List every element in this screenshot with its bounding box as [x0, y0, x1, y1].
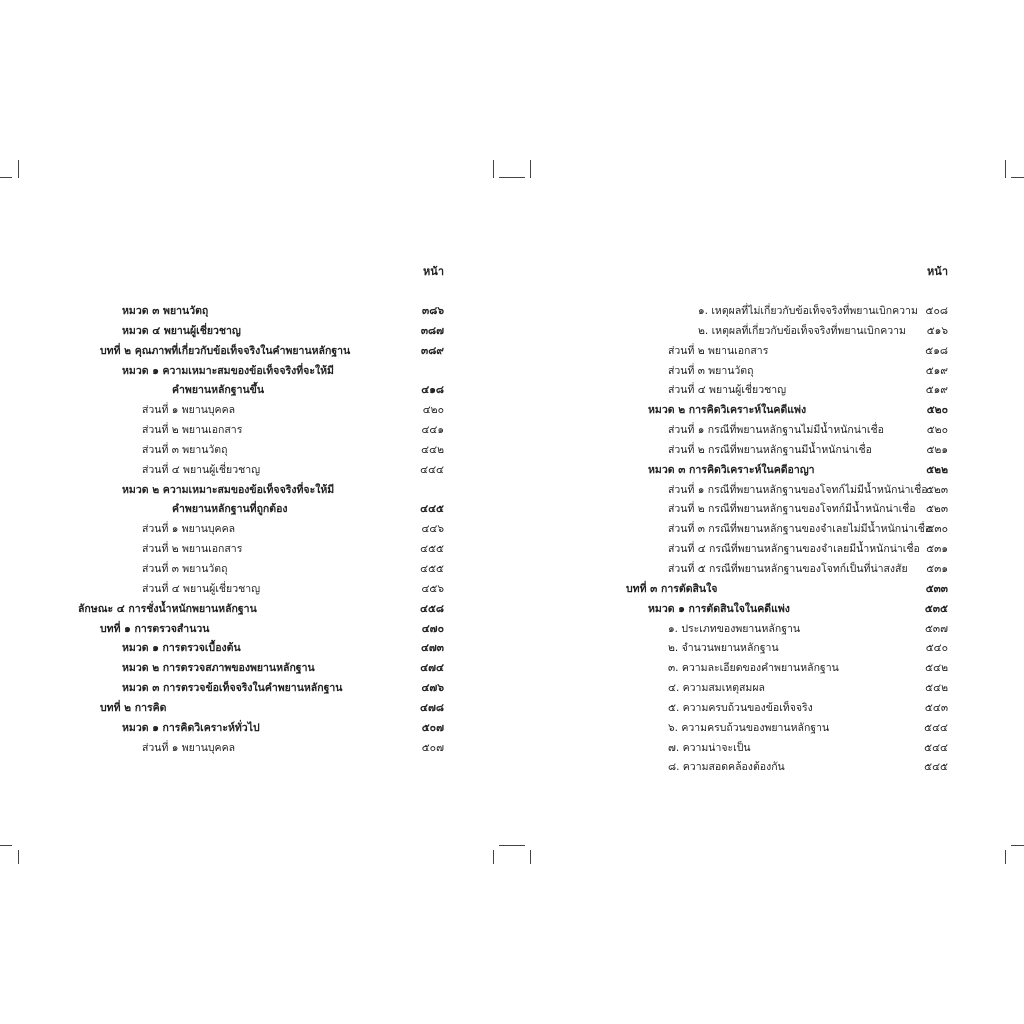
toc-entry-page-number: ๔๗๖: [421, 682, 444, 695]
toc-entry-title: ๗. ความน่าจะเป็น: [668, 741, 751, 754]
toc-entry-page-number: ๕๔๕: [924, 761, 948, 774]
toc-entry: [78, 540, 444, 560]
toc-entry-title: ส่วนที่ ๒ พยานเอกสาร: [668, 344, 769, 357]
toc-entry: [604, 520, 948, 540]
toc-entry: [604, 600, 948, 620]
toc-entry-title: คำพยานหลักฐานที่ถูกต้อง: [172, 503, 288, 516]
toc-entry: [604, 401, 948, 421]
toc-entry: [78, 461, 444, 481]
toc-entry: [604, 421, 948, 441]
toc-entry: [78, 739, 444, 759]
toc-entry: [78, 620, 444, 640]
toc-entry-page-number: ๔๕๕: [420, 562, 444, 575]
crop-mark: [1011, 845, 1024, 846]
toc-entry-page-number: ๕๐๗: [421, 741, 444, 754]
toc-entry: [78, 580, 444, 600]
toc-entry-title: ๒. จำนวนพยานหลักฐาน: [668, 642, 779, 655]
toc-entry-title: หมวด ๔ พยานผู้เชี่ยวชาญ: [122, 324, 241, 337]
toc-entry-title: ส่วนที่ ๒ พยานเอกสาร: [142, 424, 243, 437]
crop-mark: [1011, 177, 1024, 178]
toc-entry-title: คำพยานหลักฐานขึ้น: [172, 384, 265, 397]
toc-entry: [78, 421, 444, 441]
toc-entry: [78, 699, 444, 719]
toc-entry-title: หมวด ๑ การตรวจเบื้องต้น: [122, 642, 241, 655]
toc-entry-page-number: ๕๔๓: [924, 701, 948, 714]
toc-entry-title: ส่วนที่ ๔ พยานผู้เชี่ยวชาญ: [142, 582, 261, 595]
toc-entry: [78, 362, 444, 382]
toc-entry: [78, 381, 444, 401]
toc-entry-page-number: ๔๔๖: [421, 523, 444, 536]
toc-entry: [78, 302, 444, 322]
toc-entry-page-number: ๔๗๓: [420, 642, 444, 655]
crop-mark: [18, 160, 19, 178]
toc-entry: [78, 679, 444, 699]
toc-entry: [604, 342, 948, 362]
toc-entry: [604, 679, 948, 699]
toc-entry-title: ๓. ความละเอียดของคำพยานหลักฐาน: [668, 662, 839, 675]
toc-entry-page-number: ๕๑๖: [926, 324, 948, 337]
toc-entry-page-number: ๔๕๕: [420, 543, 444, 556]
toc-entry-title: ๘. ความสอดคล้องต้องกัน: [668, 761, 785, 774]
toc-entry-title: หมวด ๑ ความเหมาะสมของข้อเท็จจริงที่จะให้มี: [122, 364, 334, 377]
toc-entry-page-number: ๕๔๔: [924, 741, 948, 754]
toc-entry: [604, 739, 948, 759]
toc-entry-title: ส่วนที่ ๓ พยานวัตถุ: [668, 364, 754, 377]
toc-entry: [604, 461, 948, 481]
toc-entry-title: ๕. ความครบถ้วนของข้อเท็จจริง: [668, 701, 813, 714]
toc-entry-page-number: ๔๗๔: [420, 662, 444, 675]
toc-entry-page-number: ๕๔๐: [925, 642, 948, 655]
toc-entry: [604, 719, 948, 739]
toc-entry: [604, 560, 948, 580]
toc-entry-title: หมวด ๒ การคิดวิเคราะห์ในคดีแพ่ง: [648, 404, 807, 417]
toc-entry: [604, 639, 948, 659]
toc-entry-page-number: ๕๓๑: [926, 562, 948, 575]
toc-entry: [78, 401, 444, 421]
toc-entry-page-number: ๕๓๐: [926, 523, 948, 536]
toc-entry-page-number: ๔๔๕: [420, 503, 444, 516]
toc-entry-page-number: ๕๐๘: [925, 305, 948, 317]
toc-entry: [604, 580, 948, 600]
toc-entry: [78, 639, 444, 659]
toc-entry: [78, 719, 444, 739]
toc-entry-title: ๑. ประเภทของพยานหลักฐาน: [668, 622, 801, 635]
toc-entry-title: ส่วนที่ ๔ พยานผู้เชี่ยวชาญ: [668, 384, 787, 397]
toc-entry-page-number: ๕๓๓: [925, 582, 948, 595]
toc-entry-title: บทที่ ๒ คุณภาพที่เกี่ยวกับข้อเท็จจริงในคำพยานหลักฐาน: [100, 344, 351, 357]
toc-entry-page-number: ๕๔๔: [924, 721, 948, 734]
toc-entry-page-number: ๕๒๐: [926, 424, 948, 437]
toc-entry-page-number: ๕๒๓: [925, 503, 948, 516]
toc-entry: [604, 699, 948, 719]
page-column-header: หน้า: [927, 265, 948, 278]
crop-mark: [0, 177, 12, 178]
toc-entry-title: ส่วนที่ ๓ พยานวัตถุ: [142, 562, 228, 575]
toc-list: [78, 302, 444, 758]
toc-entry-page-number: ๕๒๑: [926, 443, 948, 456]
toc-entry-title: หมวด ๒ ความเหมาะสมของข้อเท็จจริงที่จะให้มี: [122, 483, 335, 496]
toc-entry-page-number: ๔๒๐: [422, 404, 444, 417]
toc-entry-page-number: ๔๔๒: [421, 443, 444, 456]
toc-entry-page-number: ๔๔๑: [421, 424, 444, 437]
toc-entry-page-number: ๕๔๒: [925, 662, 948, 675]
toc-entry-title: หมวด ๑ การตัดสินใจในคดีแพ่ง: [648, 602, 790, 615]
toc-entry-page-number: ๕๐๗: [421, 721, 444, 734]
crop-mark: [499, 177, 525, 178]
toc-entry-page-number: ๕๒๐: [926, 404, 948, 417]
toc-entry-title: ส่วนที่ ๓ พยานวัตถุ: [142, 443, 228, 456]
toc-entry-page-number: ๕๑๘: [925, 344, 948, 357]
toc-entry-page-number: ๔๕๘: [420, 602, 444, 615]
toc-entry-title: ส่วนที่ ๑ กรณีที่พยานหลักฐานของโจทก์ไม่มีน้ำหนักน่าเชื่อ: [668, 483, 928, 496]
toc-entry: [604, 481, 948, 501]
toc-entry-page-number: ๕๔๒: [925, 682, 948, 695]
crop-mark: [1005, 160, 1006, 178]
toc-entry-title: หมวด ๓ การคิดวิเคราะห์ในคดีอาญา: [648, 463, 815, 476]
crop-mark: [0, 845, 12, 846]
toc-entry-title: หมวด ๒ การตรวจสภาพของพยานหลักฐาน: [122, 662, 315, 675]
toc-entry: [604, 500, 948, 520]
toc-entry: [78, 520, 444, 540]
toc-entry: [78, 659, 444, 679]
toc-entry-page-number: ๕๑๙: [925, 364, 948, 377]
toc-entry: [78, 560, 444, 580]
toc-entry-title: หมวด ๓ พยานวัตถุ: [122, 305, 209, 317]
toc-entry: [604, 620, 948, 640]
toc-entry-title: ลักษณะ ๔ การชั่งน้ำหนักพยานหลักฐาน: [78, 602, 257, 615]
toc-entry: [604, 322, 948, 342]
toc-entry-page-number: ๕๓๕: [924, 602, 948, 615]
toc-entry-title: หมวด ๓ การตรวจข้อเท็จจริงในคำพยานหลักฐาน: [122, 682, 343, 695]
toc-entry-title: ส่วนที่ ๕ กรณีที่พยานหลักฐานของโจทก์เป็นที่น่าสงสัย: [668, 562, 908, 575]
toc-entry-title: ส่วนที่ ๑ พยานบุคคล: [142, 523, 236, 536]
toc-entry: [78, 500, 444, 520]
toc-entry-page-number: ๕๒๒: [926, 463, 948, 476]
crop-mark: [530, 850, 531, 864]
toc-entry-page-number: ๓๘๗: [420, 324, 444, 337]
toc-entry-title: ส่วนที่ ๔ พยานผู้เชี่ยวชาญ: [142, 463, 261, 476]
toc-entry-page-number: ๔๗๘: [420, 701, 444, 714]
crop-mark: [493, 160, 494, 178]
crop-mark: [18, 850, 19, 864]
toc-entry-title: ๑. เหตุผลที่ไม่เกี่ยวกับข้อเท็จจริงที่พยานเบิกความ: [698, 305, 918, 317]
toc-entry-title: บทที่ ๑ การตรวจสำนวน: [100, 622, 210, 635]
toc-entry: [604, 381, 948, 401]
toc-entry-page-number: ๔๗๐: [421, 622, 444, 635]
toc-entry: [604, 302, 948, 322]
toc-entry-title: ส่วนที่ ๒ พยานเอกสาร: [142, 543, 243, 556]
toc-entry-page-number: ๔๑๘: [421, 384, 444, 397]
toc-entry-title: ส่วนที่ ๑ กรณีที่พยานหลักฐานไม่มีน้ำหนักน่าเชื่อ: [668, 424, 884, 437]
toc-entry-page-number: ๕๑๙: [925, 384, 948, 397]
crop-mark: [1005, 850, 1006, 864]
page-column-header: หน้า: [423, 265, 444, 278]
toc-entry-title: ๔. ความสมเหตุสมผล: [668, 682, 765, 695]
toc-entry-title: ส่วนที่ ๒ กรณีที่พยานหลักฐานมีน้ำหนักน่าเชื่อ: [668, 443, 872, 456]
toc-entry-title: ๒. เหตุผลที่เกี่ยวกับข้อเท็จจริงที่พยานเบิกความ: [698, 324, 906, 337]
toc-entry-title: ส่วนที่ ๑ พยานบุคคล: [142, 404, 236, 417]
crop-mark: [499, 845, 525, 846]
toc-entry-page-number: ๕๓๑: [926, 543, 948, 556]
toc-entry: [604, 758, 948, 778]
toc-entry-title: ส่วนที่ ๔ กรณีที่พยานหลักฐานของจำเลยมีน้ำหนักน่าเชื่อ: [668, 543, 920, 556]
toc-entry-page-number: ๔๔๔: [420, 463, 444, 476]
toc-entry-title: บทที่ ๓ การตัดสินใจ: [626, 582, 718, 595]
crop-mark: [530, 160, 531, 178]
toc-entry: [78, 481, 444, 501]
toc-entry-title: หมวด ๑ การคิดวิเคราะห์ทั่วไป: [122, 721, 260, 734]
toc-entry-page-number: ๕๒๓: [925, 483, 948, 496]
toc-entry: [604, 362, 948, 382]
toc-list: [604, 302, 948, 778]
toc-entry-title: บทที่ ๒ การคิด: [100, 701, 167, 714]
toc-entry-title: ส่วนที่ ๒ กรณีที่พยานหลักฐานของโจทก์มีน้ำหนักน่าเชื่อ: [668, 503, 916, 516]
toc-entry-title: ๖. ความครบถ้วนของพยานหลักฐาน: [668, 721, 830, 734]
toc-entry-title: ส่วนที่ ๓ กรณีที่พยานหลักฐานของจำเลยไม่มีน้ำหนักน่าเชื่อ: [668, 523, 932, 536]
toc-entry-title: ส่วนที่ ๑ พยานบุคคล: [142, 741, 236, 754]
toc-entry: [604, 659, 948, 679]
toc-entry-page-number: ๓๘๖: [422, 305, 444, 317]
toc-entry: [604, 441, 948, 461]
toc-entry-page-number: ๕๓๗: [924, 622, 948, 635]
toc-entry: [78, 342, 444, 362]
toc-entry: [78, 441, 444, 461]
toc-entry: [604, 540, 948, 560]
crop-mark: [493, 850, 494, 864]
toc-entry-page-number: ๓๘๙: [421, 344, 444, 357]
toc-entry: [78, 322, 444, 342]
toc-entry-page-number: ๔๕๖: [421, 582, 444, 595]
toc-entry: [78, 600, 444, 620]
